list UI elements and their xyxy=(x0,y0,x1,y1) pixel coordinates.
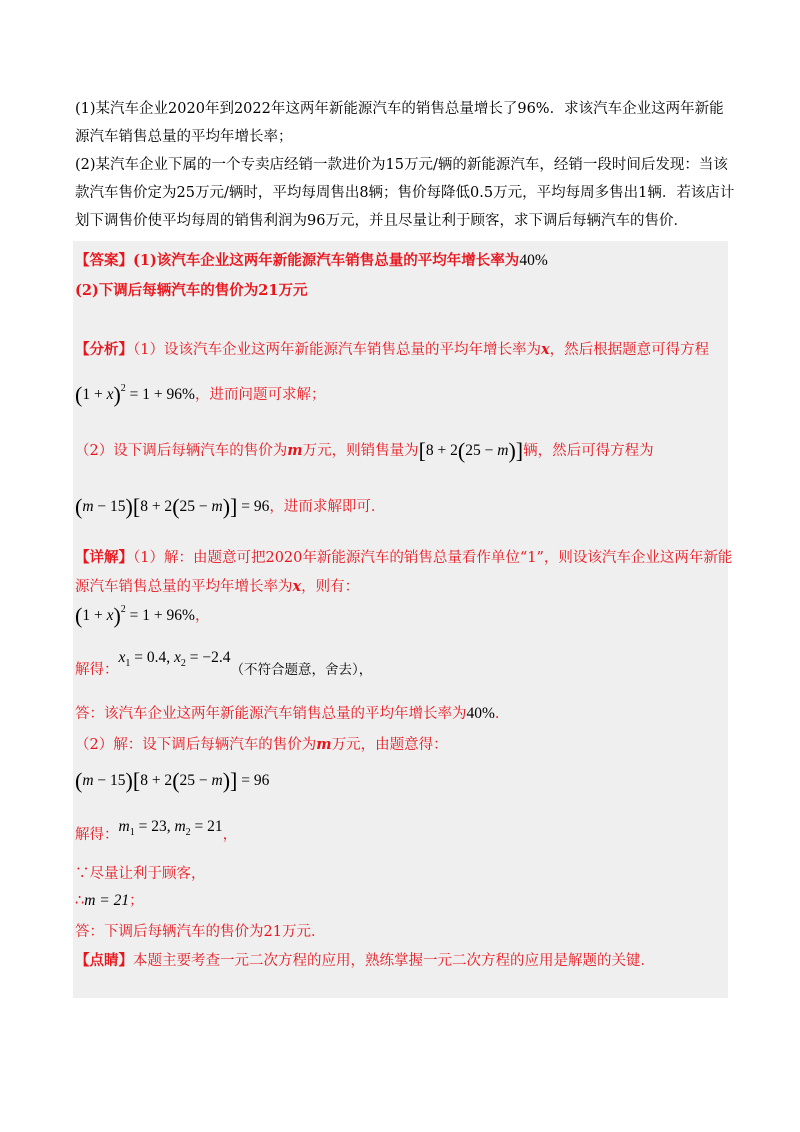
detail-tag: 【详解】 xyxy=(75,549,133,566)
x-note: （不符合题意，舍去）， xyxy=(230,662,373,678)
m2-value: = 21 xyxy=(194,818,223,835)
analysis-equation-2 xyxy=(75,494,385,520)
detail-part-2 xyxy=(75,733,448,754)
detail-var-x: x xyxy=(292,578,302,595)
x-solutions: $x_1 = 0.4$, $x_2 = -2.4$ xyxy=(118,649,231,669)
solve-label-m: 解得： xyxy=(75,827,119,843)
equation-1: $(1 + x)^2 = 1 + 96\%$ xyxy=(75,382,195,407)
analysis-equation-1 xyxy=(75,382,325,408)
solve-label-x: 解得： xyxy=(75,662,119,678)
part-2-text: （2）解：设下调后每辆汽车的售价为 xyxy=(75,737,317,753)
analysis-line-1 xyxy=(75,338,709,359)
comment-line xyxy=(75,949,655,970)
analysis-tag: 【分析】 xyxy=(75,341,133,358)
answer-2-text: (2)下调后每辆汽车的售价为21万元 xyxy=(75,282,308,299)
m-solutions: $m_1 = 23$, $m_2 = 21$ xyxy=(118,818,223,838)
detail-line-2-text: 源汽车销售总量的平均年增长率为 xyxy=(75,579,293,595)
answer-tag: 【答案】 xyxy=(75,252,133,269)
equation-2-rhs: = 96 xyxy=(241,498,270,515)
detail-conclusion-1 xyxy=(75,702,509,723)
question-2-text: (2)某汽车企业下属的一个专卖店经销一款进价为15万元/辆的新能源汽车，经销一段时间后发现：当该款汽车售价定为25万元/辆时，平均每周售出8辆；售价每降低0.5万元，平均每周多售出1辆．若该店计划下调售价使平均每周的销售利润为96万元，并且尽量让利于顾客，求下调后每辆汽车的售价． xyxy=(75,157,735,229)
analysis-var-x: x xyxy=(540,341,550,358)
detail-equation-2 xyxy=(75,768,269,794)
part-2-end: 万元，由题意得： xyxy=(331,737,448,753)
because-text: ∵尽量让利于顾客， xyxy=(75,866,206,882)
answer-line-1 xyxy=(75,249,548,270)
x2-value: = −2.4 xyxy=(189,649,231,666)
analysis-line-3-mid: 万元，则销售量为 xyxy=(302,443,419,459)
analysis-line-3-end: 辆，然后可得方程为 xyxy=(523,443,654,459)
m-comma: ， xyxy=(222,827,238,843)
conclusion-1-period: ． xyxy=(494,706,510,722)
detail-comma: ， xyxy=(194,608,210,624)
detail-equation-1-rhs: = 1 + 96% xyxy=(129,607,195,624)
detail-equation-2-rhs: = 96 xyxy=(241,772,270,789)
conclusion-1-text: 答：该汽车企业这两年新能源汽车销售总量的平均年增长率为 xyxy=(75,706,467,722)
conclusion-1-value: 40% xyxy=(466,705,495,722)
detail-line-1 xyxy=(75,546,732,567)
equation-1-rhs: = 1 + 96% xyxy=(129,386,195,403)
analysis-line-3 xyxy=(75,438,654,464)
detail-solution-m xyxy=(75,818,238,846)
analysis-line-2-end: ，进而问题可求解； xyxy=(194,387,326,403)
detail-line-2-end: ，则有： xyxy=(301,579,360,595)
question-1-text: (1)某汽车企业2020年到2022年这两年新能源汽车的销售总量增长了96%．求该汽车企业这两年新能源汽车销售总量的平均年增长率； xyxy=(75,101,724,145)
equation-2: (m − 15)[8 + 2(25 − m)] = 96 xyxy=(75,494,270,519)
comment-text: 本题主要考查一元二次方程的应用，熟练掌握一元二次方程的应用是解题的关键． xyxy=(133,953,655,969)
detail-line-1-text: （1）解：由题意可把2020年新能源汽车的销售总量看作单位“1”，则设该汽车企业这两年新能 xyxy=(133,550,733,566)
comment-tag: 【点睛】 xyxy=(75,952,133,969)
therefore-semicolon: ； xyxy=(129,893,144,909)
m1-value: = 23, xyxy=(138,818,171,835)
detail-equation-1-expr: $(1 + x)^2 = 1 + 96\%$ xyxy=(75,603,195,628)
analysis-line-1-end: ，然后根据题意可得方程 xyxy=(549,342,710,358)
x1-value: = 0.4, xyxy=(134,649,171,666)
therefore-symbol: ∴ xyxy=(75,893,85,909)
detail-equation-2-expr: (m − 15)[8 + 2(25 − m)] = 96 xyxy=(75,768,270,793)
answer-1-value: 40% xyxy=(519,252,548,269)
detail-conclusion-2 xyxy=(75,920,325,941)
detail-line-2 xyxy=(75,575,359,596)
question-part-2 xyxy=(75,151,735,235)
detail-var-m: m xyxy=(316,736,332,753)
analysis-line-3-text: （2）设下调后每辆汽车的售价为 xyxy=(75,443,288,459)
answer-line-2 xyxy=(75,279,308,300)
detail-equation-1 xyxy=(75,603,209,629)
analysis-line-1-text: （1）设该汽车企业这两年新能源汽车销售总量的平均年增长率为 xyxy=(133,342,541,358)
analysis-line-4-end: ，进而求解即可． xyxy=(269,499,386,515)
analysis-var-m: m xyxy=(287,442,303,459)
answer-1-text: (1)该汽车企业这两年新能源汽车销售总量的平均年增长率为 xyxy=(133,252,520,269)
detail-because xyxy=(75,862,206,883)
question-part-1 xyxy=(75,95,735,151)
final-m-value: m = 21 xyxy=(84,892,130,909)
detail-therefore xyxy=(75,889,144,910)
sales-expression: [8 + 2(25 − m)] xyxy=(418,438,524,463)
detail-solution-x xyxy=(75,649,373,681)
conclusion-2-text: 答：下调后每辆汽车的售价为21万元． xyxy=(75,924,326,940)
